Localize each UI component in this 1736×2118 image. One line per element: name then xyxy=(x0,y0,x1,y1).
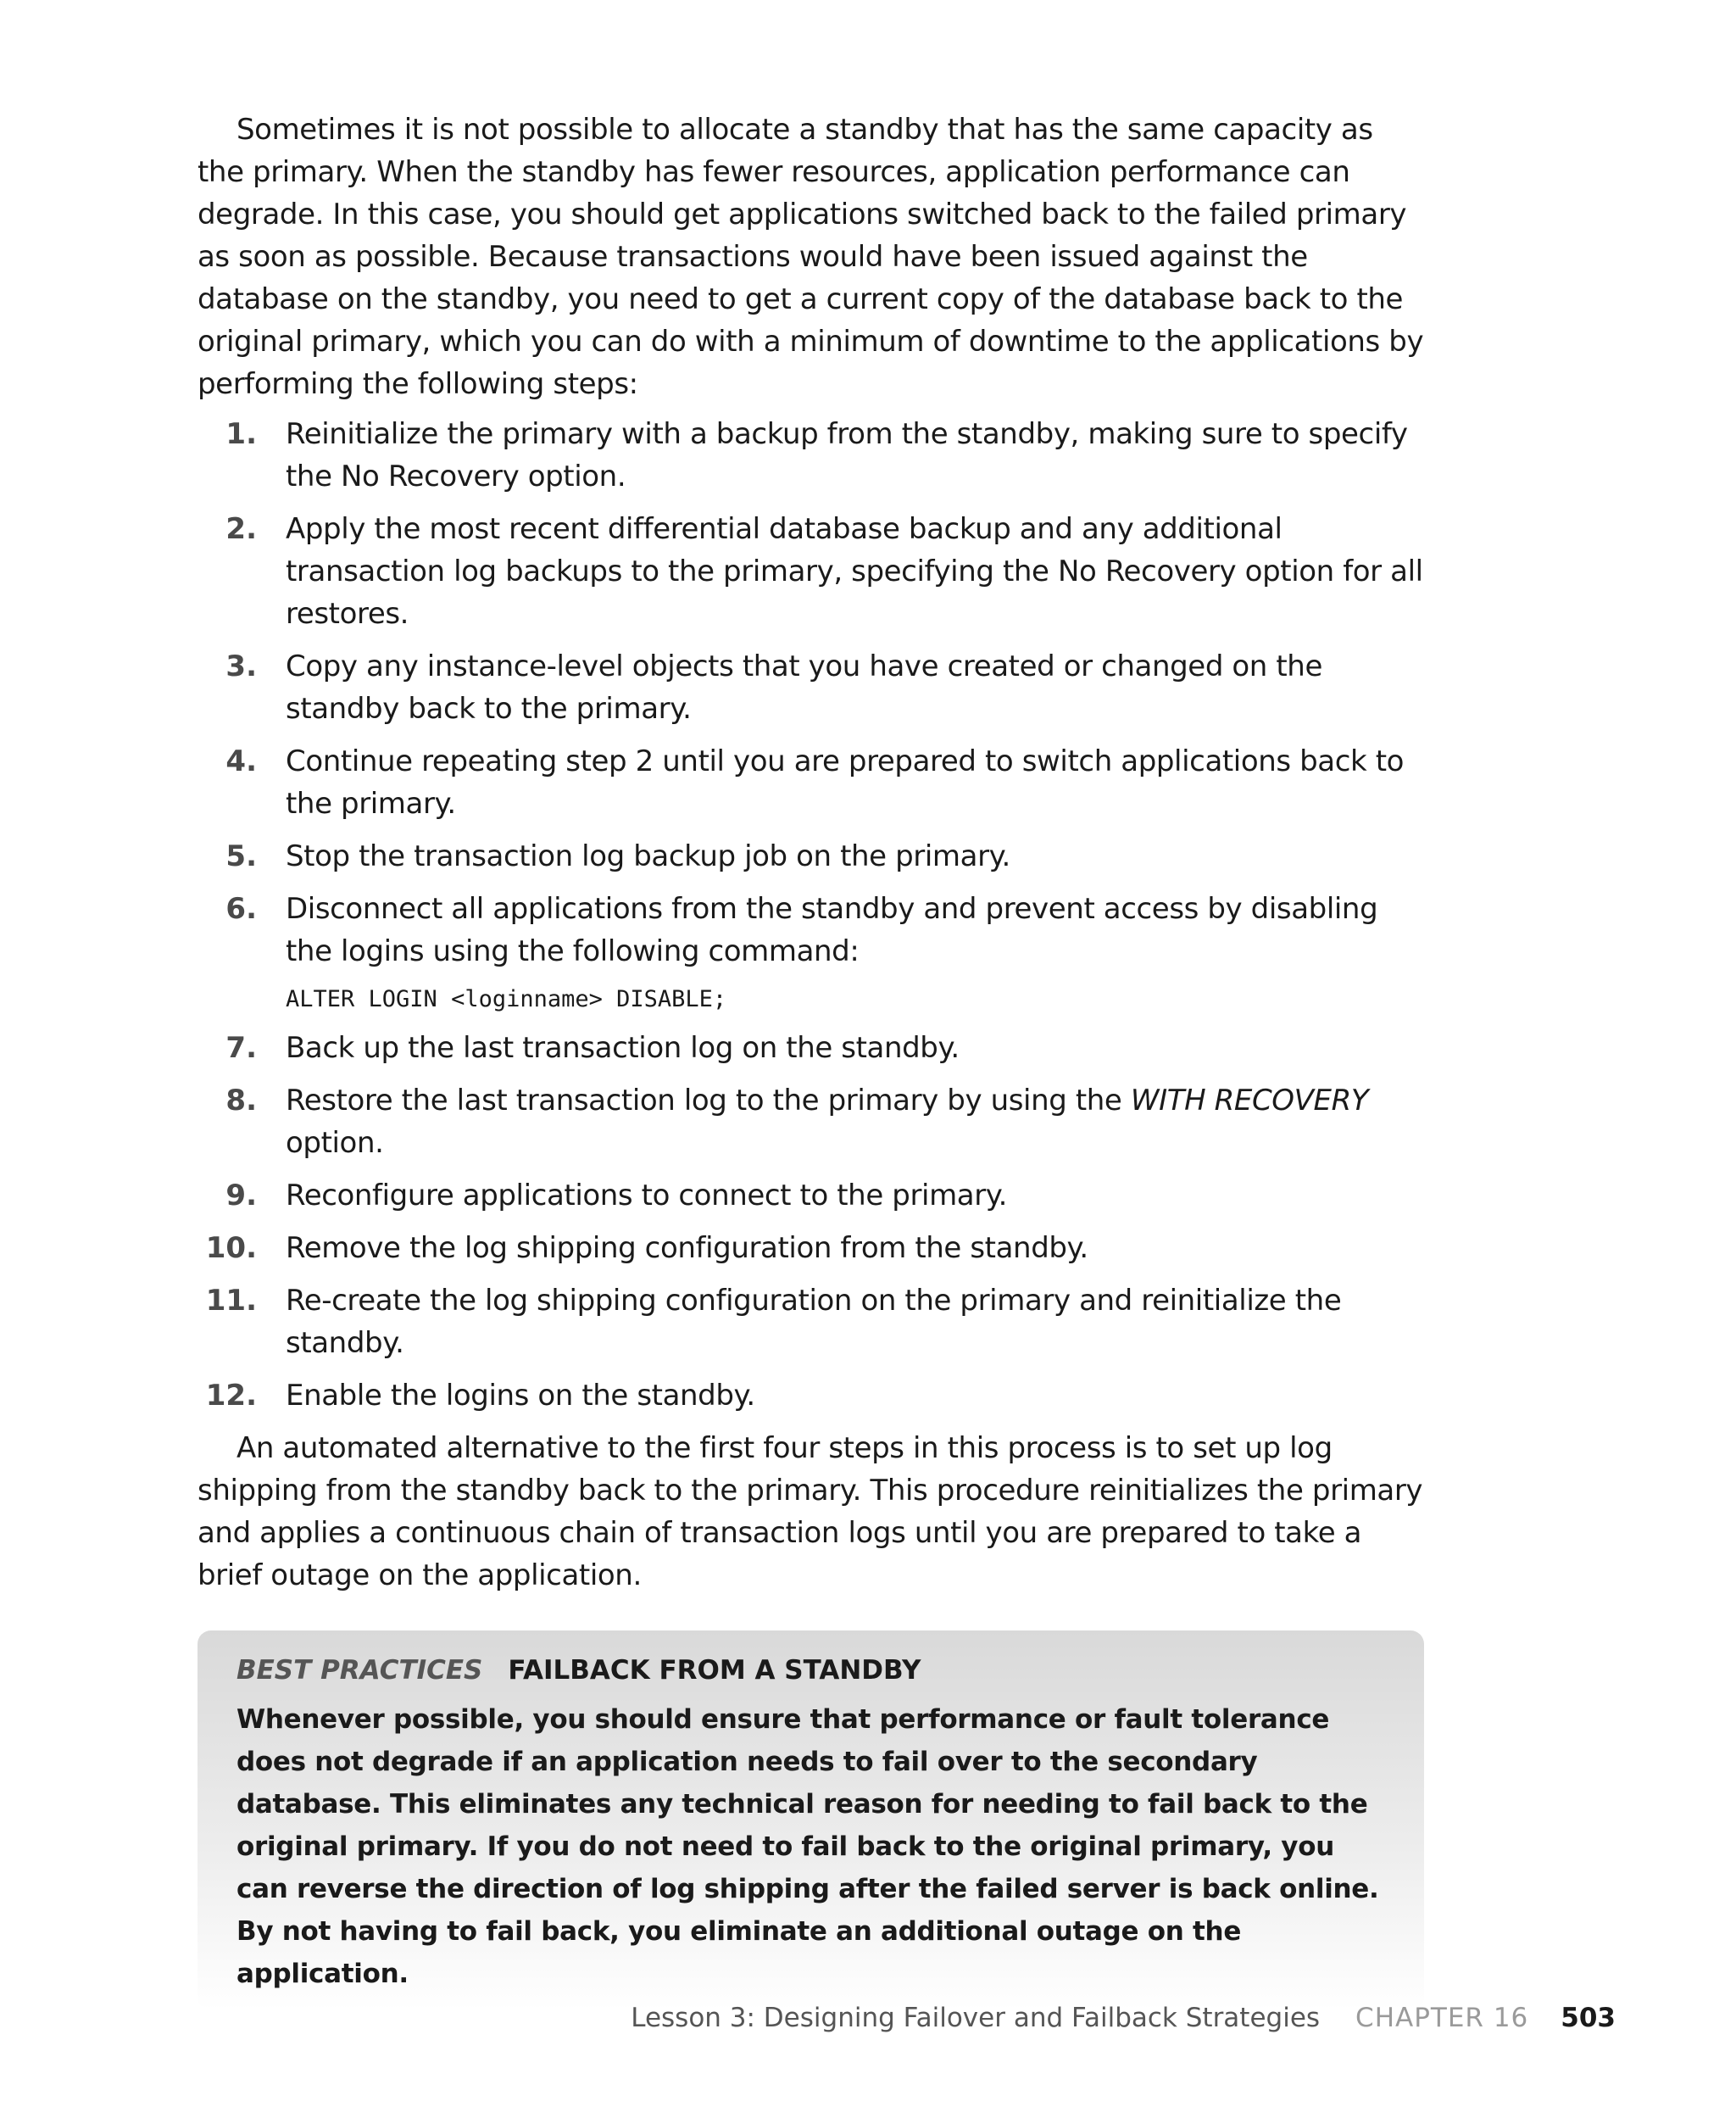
option-name: WITH RECOVERY xyxy=(1130,1084,1369,1118)
step-number: 1. xyxy=(225,417,257,451)
text-column xyxy=(198,109,1424,2010)
step-number: 11. xyxy=(205,1284,257,1318)
step-text: Re-create the log shipping configuration on the primary and reinitialize the standby. xyxy=(286,1284,1342,1360)
intro-paragraph: Sometimes it is not possible to allocate a standby that has the same capacity as the primary. When the standby has fewer resources, application performance can degrade. In this case, you should get applications switched back to the failed primary as soon as possible. Because transactions would have been issued against the database on the standby, you need to get a current copy of the database back to the original primary, which you can do with a minimum of downtime to the applications by performing the following steps: xyxy=(198,113,1424,401)
sidebar-tag: BEST PRACTICES xyxy=(236,1655,483,1686)
step-text: Disconnect all applications from the standby and prevent access by disabling the logins using the following command: xyxy=(286,892,1378,968)
step-text: Stop the transaction log backup job on the primary. xyxy=(286,839,1010,873)
step-text: Reinitialize the primary with a backup from the standby, making sure to specify the No Recovery option. xyxy=(286,417,1408,493)
list-item xyxy=(198,1079,1424,1164)
list-item xyxy=(198,508,1424,635)
list-item xyxy=(198,1279,1424,1364)
step-text: Continue repeating step 2 until you are prepared to switch applications back to the primary. xyxy=(286,744,1405,821)
list-item xyxy=(198,1227,1424,1269)
sidebar-heading xyxy=(236,1649,1385,1692)
step-text-before: Restore the last transaction log to the primary by using the xyxy=(286,1084,1131,1118)
step-text: Copy any instance-level objects that you have created or changed on the standby back to the primary. xyxy=(286,649,1322,726)
lesson-title: Lesson 3: Designing Failover and Failback Strategies xyxy=(631,2003,1321,2033)
step-number: 6. xyxy=(225,892,257,926)
page-footer xyxy=(631,1999,1616,2037)
best-practices-sidebar xyxy=(198,1630,1424,2010)
step-number: 3. xyxy=(225,649,257,683)
step-number: 5. xyxy=(225,839,257,873)
step-number: 9. xyxy=(225,1179,257,1212)
page-number: 503 xyxy=(1561,2003,1616,2033)
list-item xyxy=(198,645,1424,730)
step-number: 2. xyxy=(225,512,257,546)
step-text-after: option. xyxy=(286,1126,384,1160)
step-text: Apply the most recent differential database backup and any additional transaction log backups to the primary, specifying the No Recovery option for all restores. xyxy=(286,512,1423,631)
list-item xyxy=(198,835,1424,878)
step-number: 4. xyxy=(225,744,257,778)
step-text: Enable the logins on the standby. xyxy=(286,1379,755,1413)
list-item xyxy=(198,740,1424,825)
step-text: Reconfigure applications to connect to the primary. xyxy=(286,1179,1008,1212)
chapter-label: CHAPTER 16 xyxy=(1355,2003,1529,2033)
list-item xyxy=(198,1174,1424,1217)
steps-list xyxy=(198,413,1424,1417)
code-block: ALTER LOGIN <loginname> DISABLE; xyxy=(286,986,727,1012)
list-item xyxy=(198,888,1424,1017)
closing-paragraph: An automated alternative to the first four steps in this process is to set up log shipping from the standby back to the primary. This procedure reinitializes the primary and applies a continuous chain of transaction logs until you are prepared to take a brief outage on the application. xyxy=(198,1431,1423,1592)
list-item xyxy=(198,1374,1424,1417)
list-item xyxy=(198,413,1424,498)
list-item xyxy=(198,1027,1424,1069)
step-text: Remove the log shipping configuration from the standby. xyxy=(286,1231,1088,1265)
step-number: 7. xyxy=(225,1031,257,1065)
step-number: 8. xyxy=(225,1084,257,1118)
sidebar-title: FAILBACK FROM A STANDBY xyxy=(508,1655,921,1686)
step-number: 12. xyxy=(205,1379,257,1413)
sidebar-body: Whenever possible, you should ensure that performance or fault tolerance does not degrade if an application needs to fail over to the secondary database. This eliminates any technical reason for needing to fail back to the original primary. If you do not need to fail back to the original primary, you can reverse the direction of log shipping after the failed server is back online. By not having to fail back, you eliminate an additional outage on the application. xyxy=(236,1704,1379,1989)
step-text: Back up the last transaction log on the standby. xyxy=(286,1031,960,1065)
step-number: 10. xyxy=(205,1231,257,1265)
